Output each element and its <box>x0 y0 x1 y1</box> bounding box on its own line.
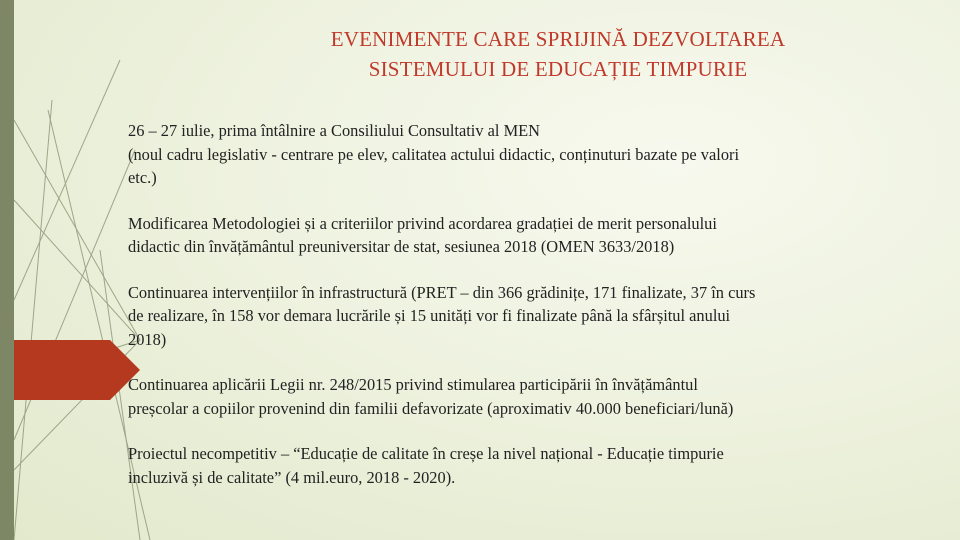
list-item <box>128 373 918 420</box>
item-line: (noul cadru legislativ - centrare pe elev, calitatea actului didactic, conținuturi bazate pe valori <box>128 144 740 164</box>
list-item <box>128 442 918 489</box>
title-line-2: SISTEMULUI DE EDUCAȚIE TIMPURIE <box>368 57 748 81</box>
item-line: de realizare, în 158 vor demara lucrările și 15 unități vor fi finalizate până la sfârșitul anului <box>128 306 731 325</box>
item-line: preșcolar a copiilor provenind din familii defavorizate (aproximativ 40.000 beneficiari/lună) <box>128 398 734 418</box>
red-arrow-shape <box>14 340 140 400</box>
item-line: Continuarea intervențiilor în infrastructură (PRET – din 366 grădinițe, 171 finalizate, 37 în curs <box>128 282 756 302</box>
item-line: Modificarea Metodologiei și a criteriilor privind acordarea gradației de merit personalului <box>128 213 717 233</box>
list-item <box>128 281 918 352</box>
page-title <box>258 24 858 84</box>
item-line: incluzivă și de calitate” (4 mil.euro, 2018 - 2020). <box>128 467 456 487</box>
item-line: Proiectul necompetitiv – “Educație de calitate în creșe la nivel național - Educație timpurie <box>128 444 724 463</box>
item-line: 26 – 27 iulie, prima întâlnire a Consiliului Consultativ al MEN <box>128 121 540 140</box>
item-line: didactic din învățământul preuniversitar de stat, sesiunea 2018 (OMEN 3633/2018) <box>128 237 675 256</box>
list-item <box>128 119 918 190</box>
content-list <box>128 119 918 489</box>
item-line: etc.) <box>128 168 157 187</box>
item-line: 2018) <box>128 329 167 349</box>
title-line-1: EVENIMENTE CARE SPRIJINĂ DEZVOLTAREA <box>330 27 786 51</box>
item-line: Continuarea aplicării Legii nr. 248/2015 privind stimularea participării în învățământul <box>128 375 698 394</box>
list-item <box>128 212 918 259</box>
